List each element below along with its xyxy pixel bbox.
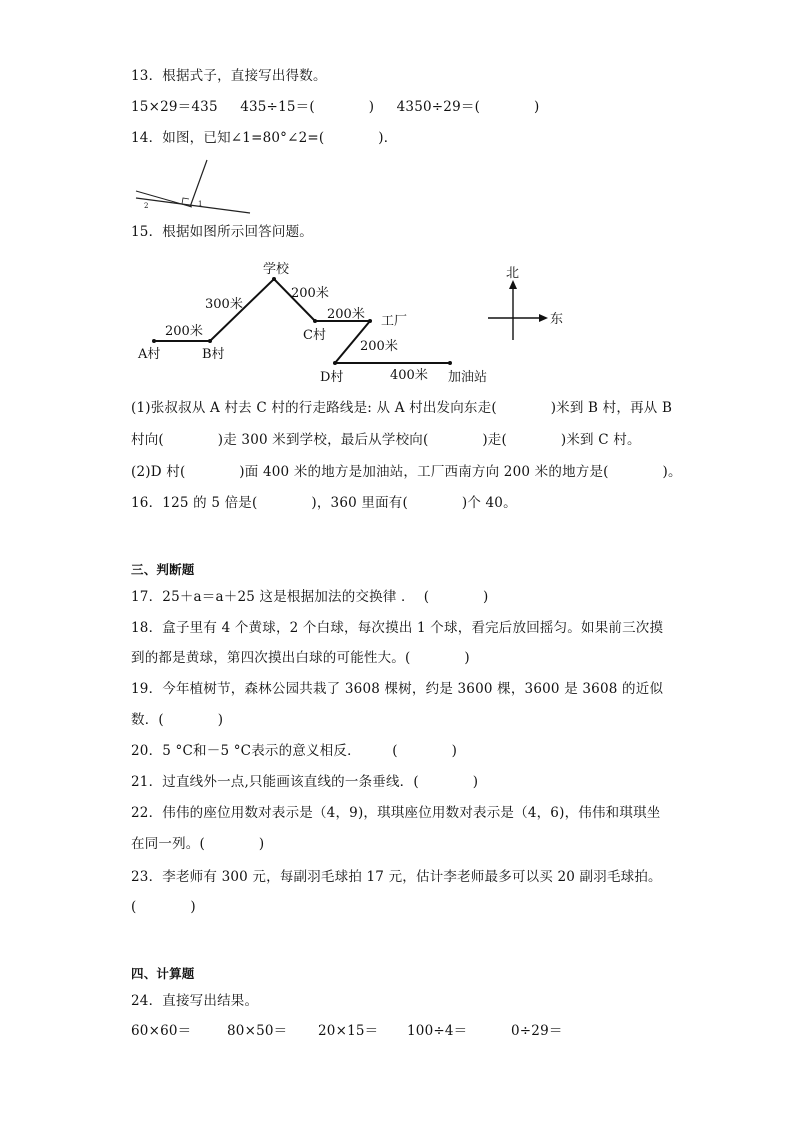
q21: 21．过直线外一点,只能画该直线的一条垂线．( ) [131, 774, 479, 790]
q22-line1: 22．伟伟的座位用数对表示是（4，9)，琪琪座位用数对表示是（4，6)，伟伟和琪琪坐 [131, 805, 661, 821]
village-a-label: A村 [138, 347, 161, 362]
q13-title: 13．根据式子，直接写出得数。 [131, 68, 327, 84]
distance-factory-d: 200米 [360, 339, 398, 354]
q24-item: 20×15＝ [318, 1023, 379, 1039]
q19-line1: 19．今年植树节，森林公园共栽了 3608 棵树，约是 3600 棵，3600 是 3608 的近似 [131, 681, 664, 697]
q23-line2: ( ) [131, 899, 196, 915]
distance-c-factory: 200米 [327, 307, 365, 322]
section-judgement-heading: 三、判断题 [131, 562, 195, 577]
q18-line1: 18．盒子里有 4 个黄球，2 个白球，每次摸出 1 个球，看完后放回摇匀。如果前三次摸 [131, 620, 664, 636]
q13-equations: 15×29＝435 435÷15＝( ) 4350÷29＝( ) [131, 99, 540, 115]
east-label: 东 [550, 312, 564, 327]
angle1-label: 1 [198, 200, 203, 208]
village-c-label: C村 [303, 328, 326, 343]
q24-title: 24．直接写出结果。 [131, 993, 259, 1009]
q15-part1-line1: (1)张叔叔从 A 村去 C 村的行走路线是: 从 A 村出发向东走( )米到 B 村，再从 B [131, 400, 673, 416]
section-calculation-heading: 四、计算题 [131, 966, 195, 981]
angle-figure [132, 158, 257, 218]
q15-part2: (2)D 村( )面 400 米的地方是加油站，工厂西南方向 200 米的地方是( )。 [131, 464, 682, 480]
q24-item: 60×60＝ [131, 1023, 192, 1039]
distance-b-school: 300米 [205, 297, 243, 312]
school-label: 学校 [263, 262, 290, 277]
q17: 17．25＋a＝a＋25 这是根据加法的交换律 ． ( ) [131, 589, 489, 605]
distance-a-b: 200米 [165, 324, 203, 339]
factory-label: 工厂 [381, 314, 408, 329]
q20: 20．5 °C和－5 °C表示的意义相反． ( ) [131, 743, 458, 759]
distance-d-gas: 400米 [390, 368, 428, 383]
q16: 16．125 的 5 倍是( )，360 里面有( )个 40。 [131, 495, 517, 511]
q24-item: 0÷29＝ [511, 1023, 563, 1039]
q22-line2: 在同一列。( ) [131, 836, 265, 852]
q15-title: 15．根据如图所示回答问题。 [131, 224, 313, 240]
angle2-label: 2 [144, 202, 149, 210]
q23-line1: 23．李老师有 300 元，每副羽毛球拍 17 元，估计李老师最多可以买 20 副羽毛球拍。 [131, 869, 662, 885]
gas-station-label: 加油站 [448, 370, 488, 385]
q24-item: 100÷4＝ [407, 1023, 468, 1039]
q15-part1-line2: 村向( )走 300 米到学校，最后从学校向( )走( )米到 C 村。 [131, 432, 641, 448]
north-label: 北 [506, 266, 520, 281]
q19-line2: 数．( ) [131, 712, 224, 728]
q18-line2: 到的都是黄球，第四次摸出白球的可能性大。( ) [131, 650, 470, 666]
village-d-label: D村 [320, 370, 344, 385]
distance-school-c: 200米 [291, 286, 329, 301]
q14-title: 14．如图，已知∠1=80°∠2=( )． [131, 130, 398, 146]
route-map [130, 255, 580, 390]
village-b-label: B村 [202, 347, 225, 362]
q24-item: 80×50＝ [227, 1023, 288, 1039]
